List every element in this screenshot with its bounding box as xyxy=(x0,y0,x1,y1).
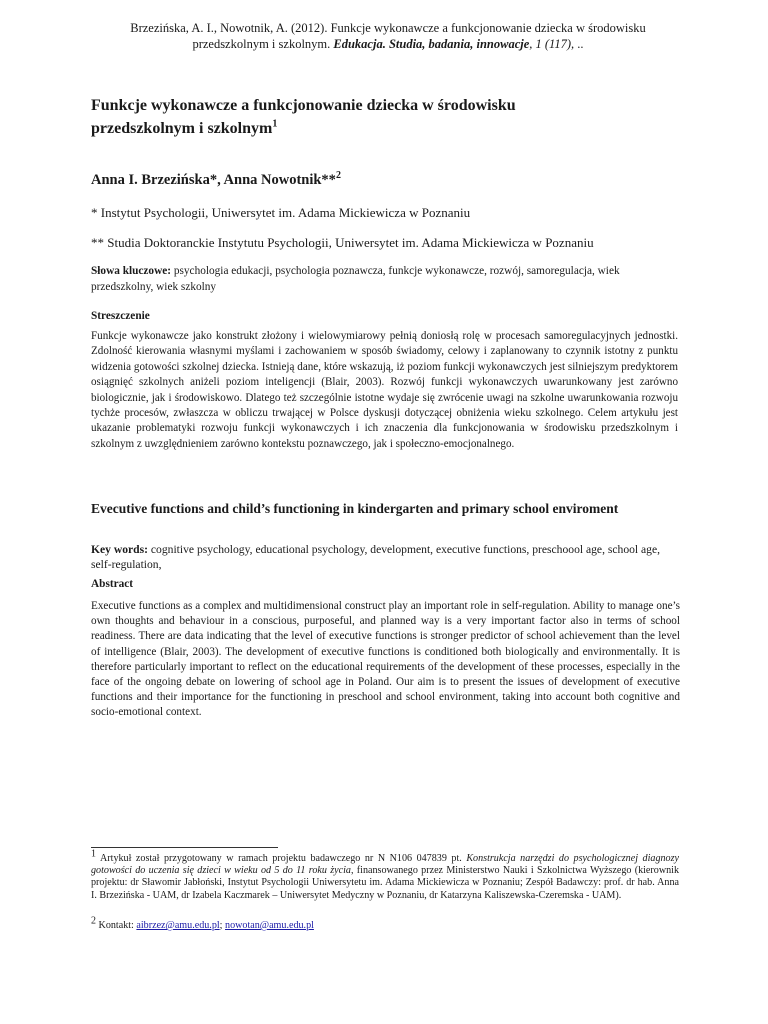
footnote-1-project-title: Konstrukcja narzędzi do psychologicznej diagnozy gotowości do uczenia się dzieci w wieku od 5 do 11 roku życia xyxy=(91,853,679,877)
keywords-en-text: cognitive psychology, educational psychology, development, executive functions, preschoool age, school age, self-regulation, xyxy=(91,543,661,571)
footnote-1-text-b: , finansowanego przez Ministerstwo Nauki i Szkolnictwa Wyższego (kierownik projektu: dr Sławomir Jabłoński, Instytut Psychologii Uniwersytetu im. Adama Mickiewicza w Poznaniu; Zespół Badawczy: prof. dr hab. Anna I. Brzezińska - UAM, dr Izabela Kaczmarek – Uniwersytet Medyczny w Poznaniu, dr Katarzyna Kaliszewska-Czeremska - UAM). xyxy=(91,865,680,901)
footnote-1-text-a: Artykuł został przygotowany w ramach projektu badawczego nr N N106 047839 pt. xyxy=(99,853,462,864)
title-line-1: Funkcje wykonawcze a funkcjonowanie dziecka w środowisku xyxy=(91,97,516,114)
journal-volume: , 1 (117), xyxy=(529,37,575,51)
keywords-pl-label: Słowa kluczowe: xyxy=(91,265,172,277)
author-names: Anna I. Brzezińska*, Anna Nowotnik** xyxy=(91,172,336,188)
abstract-pl-text: Funkcje wykonawcze jako konstrukt złożony i wielowymiarowy pełnią doniosłą rolę w procesach samoregulacyjnych jednostki. Zdolność kierowania własnymi myślami i zachowaniem w sposób świadomy, celowy i zaplanowany to czynnik istotny z punktu widzenia gotowości szkolnej dziecka. Istnieją dane, które wskazują, iż poziom funkcji wykonawczych jest silniejszym predyktorem osiągnięć szkolnych aniżeli poziom inteligencji (Blair, 2003). Rozwój funkcji wykonawczych uwarunkowany jest zarówno biologicznie, jak i środowiskowo. Dlatego też szczególnie istotne wydaje się zwrócenie uwagi na szkolne uwarunkowania rozwoju tychże procesów, zwłaszcza w obliczu trwającej w Polsce dyskusji dotyczącej obniżenia wieku szkolnego. Celem artykułu jest ukazanie problematyki rozwoju funkcji wykonawczych i ich znaczenia dla funkcjonowania w środowisku przedszkolnym i szkolnym z uwzględnieniem zarówno kontekstu poznawczego, jak i społeczno-emocjonalnego. xyxy=(91,330,678,450)
keywords-pl-text: psychologia edukacji, psychologia poznawcza, funkcje wykonawcze, rozwój, samoregulacja, wiek przedszkolny, wiek szkolny xyxy=(91,265,620,293)
citation-line-2: przedszkolnym i szkolnym. xyxy=(192,37,331,51)
footnote-2-mark: 2 xyxy=(91,915,96,927)
email-link-1[interactable]: aibrzez@amu.edu.pl xyxy=(136,920,220,931)
title-footnote-mark: 1 xyxy=(272,118,278,130)
keywords-en-label: Key words: xyxy=(91,543,148,556)
paper-title xyxy=(91,94,691,140)
title-line-2: przedszkolnym i szkolnym xyxy=(91,120,273,137)
author-footnote-mark: 2 xyxy=(335,170,341,182)
abstract-en-text: Executive functions as a complex and multidimensional construct play an important role in self-regulation. Ability to manage one’s own thoughts and behaviour in a conscious, purposeful, and planned way is a very important factor also in terms of school readiness. There are data indicating that the level of executive functions is stronger predictor of school achievement than the level of intelligence (Blair, 2003). The development of executive functions is conditioned both biologically and environmentally. It is therefore particularly important to reflect on the educational requirements of the development of these processes, especially in the face of the ongoing debate on lowering of school age in Poland. Our aim is to present the issues of development of executive functions and their importance for the functioning in preschool and school environment, taking into account both cognitive and socio-emotional context. xyxy=(91,600,680,719)
keywords-pl xyxy=(91,264,679,295)
english-title: Evecutive functions and child’s functioning in kindergarten and primary school enviroment xyxy=(91,501,619,516)
journal-name: Edukacja. Studia, badania, innowacje xyxy=(333,37,530,51)
footnote-1 xyxy=(91,848,680,902)
email-link-2[interactable]: nowotan@amu.edu.pl xyxy=(225,920,314,931)
footnote-2 xyxy=(91,915,314,932)
affiliation-1: * Instytut Psychologii, Uniwersytet im. Adama Mickiewicza w Poznaniu xyxy=(91,205,471,220)
footnote-2-label: Kontakt: xyxy=(98,920,134,931)
keywords-en xyxy=(91,543,681,572)
affiliation-2: ** Studia Doktoranckie Instytutu Psychologii, Uniwersytet im. Adama Mickiewicza w Poznaniu xyxy=(91,235,594,250)
footnote-divider xyxy=(91,847,278,848)
abstract-pl-heading: Streszczenie xyxy=(91,310,150,322)
citation-line-1: Brzezińska, A. I., Nowotnik, A. (2012). Funkcje wykonawcze a funkcjonowanie dziecka w środowisku xyxy=(130,21,646,35)
journal-pages: .. xyxy=(577,37,584,51)
abstract-en-heading: Abstract xyxy=(91,578,134,590)
email-separator: ; xyxy=(219,920,223,931)
running-head-citation xyxy=(96,20,680,52)
footnote-1-mark: 1 xyxy=(91,848,96,860)
authors xyxy=(91,172,341,189)
